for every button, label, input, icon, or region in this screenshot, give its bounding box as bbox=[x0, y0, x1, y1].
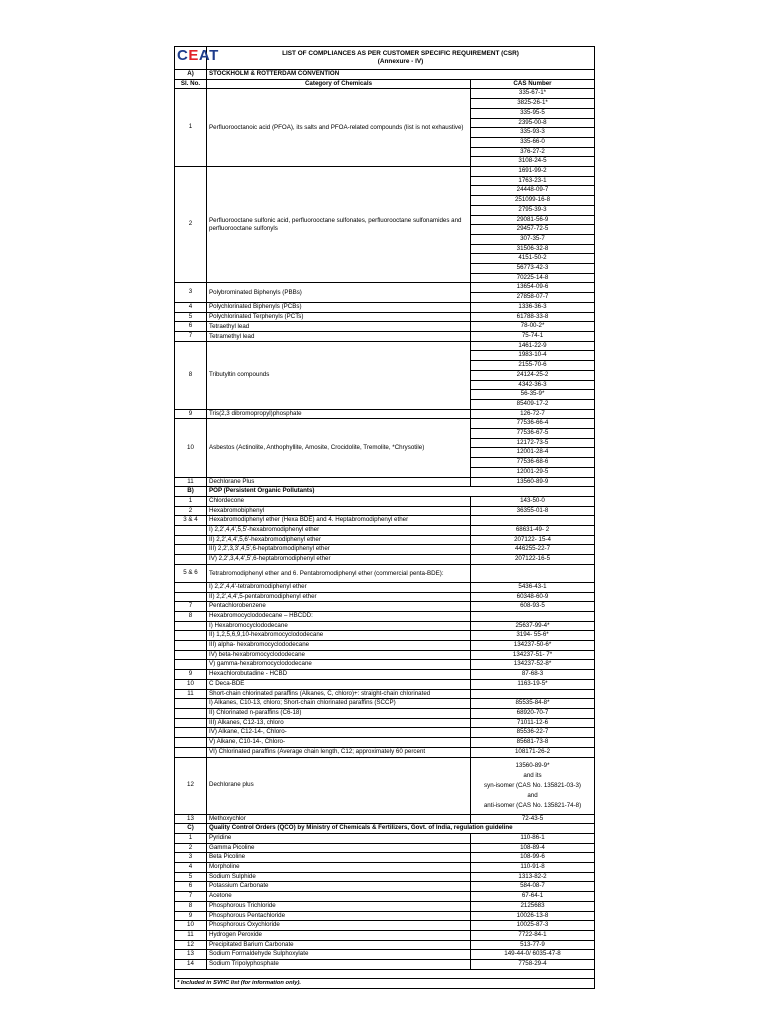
table-row bbox=[175, 89, 595, 99]
cas-number: 60348-60-9 bbox=[471, 592, 595, 602]
table-row bbox=[175, 728, 595, 738]
table-row bbox=[175, 621, 595, 631]
table-row bbox=[175, 863, 595, 873]
chemical-name: VI) Chlorinated paraffins (Average chain length, C12; approximately 60 percent bbox=[207, 747, 471, 757]
table-row bbox=[175, 283, 595, 293]
chemical-name: III) alpha- hexabromocyclododecane bbox=[207, 641, 471, 651]
cas-number: 2125683 bbox=[471, 901, 595, 911]
cas-number: 3108-24-5 bbox=[471, 157, 595, 167]
table-row bbox=[175, 535, 595, 545]
cas-number: 85409-17-2 bbox=[471, 399, 595, 409]
cas-number: 68631-49- 2 bbox=[471, 526, 595, 536]
cas-number: 67-64-1 bbox=[471, 892, 595, 902]
section-row bbox=[175, 487, 595, 497]
sl-no: 3 & 4 bbox=[175, 516, 207, 526]
sl-no bbox=[175, 650, 207, 660]
cas-number: 2155-70-6 bbox=[471, 361, 595, 371]
chemical-name: Morpholine bbox=[207, 863, 471, 873]
cas-number: 85681-73-8 bbox=[471, 738, 595, 748]
cas-number: 335-67-1* bbox=[471, 89, 595, 99]
title-line-2: (Annexure - IV) bbox=[377, 58, 424, 65]
table-row bbox=[175, 611, 595, 621]
sl-no: 1 bbox=[175, 833, 207, 843]
cas-number: 29457-72-5 bbox=[471, 225, 595, 235]
cas-number: 75-74-1 bbox=[471, 331, 595, 341]
table-row bbox=[175, 592, 595, 602]
table-row bbox=[175, 496, 595, 506]
table-row bbox=[175, 699, 595, 709]
cas-number: 7758-29-4 bbox=[471, 960, 595, 970]
table-row bbox=[175, 930, 595, 940]
chemical-name: Sodium Tripolyphosphate bbox=[207, 960, 471, 970]
cas-number: 25637-99-4* bbox=[471, 621, 595, 631]
section-title: Quality Control Orders (QCO) by Ministry of Chemicals & Fertilizers, Govt. of India, regulation guideline bbox=[207, 824, 595, 834]
table-row bbox=[175, 545, 595, 555]
chemical-name: IV) 2,2',3,4,4',5',6-heptabromodiphenyl ether bbox=[207, 555, 471, 565]
chemical-name: II) 2,2',4,4',5-pentabromodiphenyl ether bbox=[207, 592, 471, 602]
table-row bbox=[175, 911, 595, 921]
cas-number: 24124-25-2 bbox=[471, 370, 595, 380]
chemical-category: Perfluorooctane sulfonic acid, perfluorooctane sulfonates, perfluorooctane sulfonamides and perfluorooctane sulfonyls bbox=[207, 167, 471, 283]
section-row bbox=[175, 70, 595, 80]
chemical-name: C Deca-BDE bbox=[207, 679, 471, 689]
chemical-name: Phosphorous Trichloride bbox=[207, 901, 471, 911]
sl-no: 11 bbox=[175, 477, 207, 487]
table-row bbox=[175, 312, 595, 322]
table-row bbox=[175, 506, 595, 516]
cas-number: 207122-16-5 bbox=[471, 555, 595, 565]
table-row bbox=[175, 757, 595, 814]
chemical-name: Hydrogen Peroxide bbox=[207, 930, 471, 940]
sl-no: 11 bbox=[175, 689, 207, 699]
sl-no: 8 bbox=[175, 341, 207, 409]
sl-no: 3 bbox=[175, 283, 207, 302]
logo-cell bbox=[175, 47, 219, 70]
cas-number: 78-00-2* bbox=[471, 322, 595, 332]
footnote: * Included in SVHC list (for information only). bbox=[175, 979, 595, 989]
chemical-category: Tributyltin compounds bbox=[207, 341, 471, 409]
chemical-name: Pyridine bbox=[207, 833, 471, 843]
cas-line: and its bbox=[523, 771, 542, 779]
sl-no bbox=[175, 660, 207, 670]
table-row bbox=[175, 833, 595, 843]
chemical-name: Short-chain chlorinated paraffins (Alkanes, C, chloro)+: straight-chain chlorinated bbox=[207, 689, 471, 699]
cas-line: and bbox=[527, 791, 538, 799]
chemical-category: Polychlorinated Biphenyls (PCBs) bbox=[207, 302, 471, 312]
cas-number: 85535-84-8* bbox=[471, 699, 595, 709]
chemical-name: I) 2,2',4,4',5,5'-hexabromodiphenyl ether bbox=[207, 526, 471, 536]
cas-number bbox=[471, 757, 595, 814]
sl-no: 6 bbox=[175, 882, 207, 892]
table-row bbox=[175, 555, 595, 565]
sl-no bbox=[175, 526, 207, 536]
chemical-name: I) 2,2',4,4'-tetrabromodiphenyl ether bbox=[207, 582, 471, 592]
table-row bbox=[175, 814, 595, 824]
sl-no: 10 bbox=[175, 921, 207, 931]
table-row bbox=[175, 853, 595, 863]
cas-number: 87-68-3 bbox=[471, 670, 595, 680]
cas-number: 1983-10-4 bbox=[471, 351, 595, 361]
cas-number: 77536-68-6 bbox=[471, 458, 595, 468]
table-row bbox=[175, 921, 595, 931]
chemical-category: Tetramethyl lead bbox=[207, 331, 471, 341]
table-row bbox=[175, 331, 595, 341]
table-row bbox=[175, 409, 595, 419]
chemical-name: Sodium Sulphide bbox=[207, 872, 471, 882]
cas-number: 70225-14-8 bbox=[471, 273, 595, 283]
sl-no: 6 bbox=[175, 322, 207, 332]
cas-number: 77536-67-5 bbox=[471, 429, 595, 439]
chemical-name: Tetrabromodiphenyl ether and 6. Pentabromodiphenyl ether (commercial penta-BDE): bbox=[207, 564, 471, 582]
cas-number: 4342-36-3 bbox=[471, 380, 595, 390]
chemical-name: Dechlorane plus bbox=[207, 757, 471, 814]
chemical-name: V) gamma-hexabromocyclododecane bbox=[207, 660, 471, 670]
chemical-name: IV) Alkane, C12-14-, Chloro- bbox=[207, 728, 471, 738]
column-sl-no: Sl. No. bbox=[175, 79, 207, 89]
table-row bbox=[175, 747, 595, 757]
compliance-table bbox=[174, 46, 595, 989]
sl-no bbox=[175, 709, 207, 719]
cas-number: 56-35-9* bbox=[471, 390, 595, 400]
table-row bbox=[175, 631, 595, 641]
cas-number: 108171-26-2 bbox=[471, 747, 595, 757]
table-row bbox=[175, 322, 595, 332]
footnote-row bbox=[175, 979, 595, 989]
sl-no: 7 bbox=[175, 892, 207, 902]
cas-number: 513-77-9 bbox=[471, 940, 595, 950]
cas-line: anti-isomer (CAS No. 135821-74-8) bbox=[483, 801, 582, 809]
table-row bbox=[175, 843, 595, 853]
cas-number: 134237-51- 7* bbox=[471, 650, 595, 660]
cas-number: 2795-39-3 bbox=[471, 205, 595, 215]
cas-number: 3194- 55-6* bbox=[471, 631, 595, 641]
sl-no: 5 bbox=[175, 312, 207, 322]
sl-no bbox=[175, 545, 207, 555]
chemical-category: Tetraethyl lead bbox=[207, 322, 471, 332]
table-row bbox=[175, 960, 595, 970]
chemical-name: Chlordecone bbox=[207, 496, 471, 506]
chemical-name: Precipitated Barium Carbonate bbox=[207, 940, 471, 950]
cas-number: 1691-99-2 bbox=[471, 167, 595, 177]
header-row bbox=[175, 47, 595, 70]
cas-number: 1163-19-5* bbox=[471, 679, 595, 689]
sl-no bbox=[175, 738, 207, 748]
table-row bbox=[175, 419, 595, 429]
table-row bbox=[175, 892, 595, 902]
cas-number: 7722-84-1 bbox=[471, 930, 595, 940]
sl-no: 5 & 6 bbox=[175, 564, 207, 582]
cas-number: 143-50-0 bbox=[471, 496, 595, 506]
chemical-name: III) 2,2',3,3',4,5',6-heptabromodiphenyl ether bbox=[207, 545, 471, 555]
table-row bbox=[175, 341, 595, 351]
table-row bbox=[175, 650, 595, 660]
column-header-row bbox=[175, 79, 595, 89]
sl-no bbox=[175, 555, 207, 565]
table-row bbox=[175, 950, 595, 960]
cas-number: 12001-28-4 bbox=[471, 448, 595, 458]
cas-number: 71011-12-6 bbox=[471, 718, 595, 728]
chemical-category: Perfluorooctanoic acid (PFOA), its salts and PFOA-related compounds (list is not exhaustive) bbox=[207, 89, 471, 167]
sl-no bbox=[175, 718, 207, 728]
title-line-1: LIST OF COMPLIANCES AS PER CUSTOMER SPECIFIC REQUIREMENT (CSR) bbox=[282, 50, 519, 57]
sl-no bbox=[175, 699, 207, 709]
chemical-name: Beta Picoline bbox=[207, 853, 471, 863]
chemical-category: Tris(2,3 dibromopropyl)phosphate bbox=[207, 409, 471, 419]
cas-number: 36355-01-8 bbox=[471, 506, 595, 516]
table-row bbox=[175, 167, 595, 177]
sl-no bbox=[175, 535, 207, 545]
cas-number: 149-44-0/ 6035-47-8 bbox=[471, 950, 595, 960]
cas-line: 13560-89-9* bbox=[515, 761, 550, 769]
chemical-name: Gamma Picoline bbox=[207, 843, 471, 853]
sl-no: 12 bbox=[175, 757, 207, 814]
cas-number: 110-91-8 bbox=[471, 863, 595, 873]
cas-number: 335-93-3 bbox=[471, 128, 595, 138]
cas-line: syn-isomer (CAS No. 135821-03-3) bbox=[484, 781, 581, 789]
table-row bbox=[175, 582, 595, 592]
cas-number: 72-43-5 bbox=[471, 814, 595, 824]
empty-cell bbox=[175, 969, 595, 979]
cas-number: 77536-66-4 bbox=[471, 419, 595, 429]
cas-number: 108-89-4 bbox=[471, 843, 595, 853]
chemical-category: Polybrominated Biphenyls (PBBs) bbox=[207, 283, 471, 302]
cas-number: 85536-22-7 bbox=[471, 728, 595, 738]
sl-no: 2 bbox=[175, 167, 207, 283]
cas-number: 1763-23-1 bbox=[471, 176, 595, 186]
chemical-name: II) 2,2',4,4',5,6'-hexabromodiphenyl ether bbox=[207, 535, 471, 545]
sl-no: 9 bbox=[175, 670, 207, 680]
sl-no: 2 bbox=[175, 506, 207, 516]
chemical-name: II) 1,2,5,6,9,10-hexabromocyclododecane bbox=[207, 631, 471, 641]
cas-number: 5436-43-1 bbox=[471, 582, 595, 592]
sl-no bbox=[175, 728, 207, 738]
cas-number: 446255-22-7 bbox=[471, 545, 595, 555]
cas-number: 13560-89-9 bbox=[471, 477, 595, 487]
table-row bbox=[175, 901, 595, 911]
cas-number: 4151-50-2 bbox=[471, 254, 595, 264]
cas-number bbox=[471, 689, 595, 699]
spacer-row bbox=[175, 969, 595, 979]
chemical-name: III) Alkanes, C12-13, chloro bbox=[207, 718, 471, 728]
table-row bbox=[175, 670, 595, 680]
chemical-name: IV) beta-hexabromocyclododecane bbox=[207, 650, 471, 660]
table-row bbox=[175, 477, 595, 487]
cas-number bbox=[471, 611, 595, 621]
sl-no bbox=[175, 747, 207, 757]
table-row bbox=[175, 940, 595, 950]
sl-no: 4 bbox=[175, 863, 207, 873]
chemical-name: Sodium Formaldehyde Sulphoxylate bbox=[207, 950, 471, 960]
sl-no bbox=[175, 582, 207, 592]
chemical-name: Hexachlorobutadine - HCBD bbox=[207, 670, 471, 680]
sl-no bbox=[175, 621, 207, 631]
cas-number: 2395-00-8 bbox=[471, 118, 595, 128]
sl-no bbox=[175, 641, 207, 651]
cas-number: 29081-56-9 bbox=[471, 215, 595, 225]
sl-no: 10 bbox=[175, 419, 207, 477]
section-code: C) bbox=[175, 824, 207, 834]
table-row bbox=[175, 302, 595, 312]
cas-number: 1313-82-2 bbox=[471, 872, 595, 882]
column-category: Category of Chemicals bbox=[207, 79, 471, 89]
chemical-name: Hexabromodiphenyl ether (Hexa BDE) and 4. Heptabromodiphenyl ether bbox=[207, 516, 471, 526]
cas-number bbox=[471, 516, 595, 526]
cas-number: 335-66-0 bbox=[471, 137, 595, 147]
table-row bbox=[175, 679, 595, 689]
cas-number: 10025-87-3 bbox=[471, 921, 595, 931]
cas-number: 335-95-5 bbox=[471, 108, 595, 118]
cas-number: 13654-09-6 bbox=[471, 283, 595, 293]
column-cas-number: CAS Number bbox=[471, 79, 595, 89]
cas-number: 10026-13-8 bbox=[471, 911, 595, 921]
cas-number: 376-27-2 bbox=[471, 147, 595, 157]
section-code: A) bbox=[175, 70, 207, 80]
compliance-document bbox=[174, 46, 594, 989]
document-title bbox=[207, 47, 595, 70]
chemical-name: I) Alkanes, C10-13, chloro; Short-chain chlorinated paraffins (SCCP) bbox=[207, 699, 471, 709]
table-row bbox=[175, 689, 595, 699]
sl-no: 7 bbox=[175, 602, 207, 612]
chemical-name: II) Chlorinated n-paraffins (C6-18) bbox=[207, 709, 471, 719]
cas-number: 134237-50-6* bbox=[471, 641, 595, 651]
cas-number: 108-99-6 bbox=[471, 853, 595, 863]
sl-no: 7 bbox=[175, 331, 207, 341]
sl-no: 8 bbox=[175, 611, 207, 621]
cas-number: 12001-29-5 bbox=[471, 467, 595, 477]
cas-number: 207122- 15-4 bbox=[471, 535, 595, 545]
sl-no: 2 bbox=[175, 843, 207, 853]
cas-number: 12172-73-5 bbox=[471, 438, 595, 448]
cas-number: 27858-07-7 bbox=[471, 293, 595, 303]
chemical-name: V) Alkane, C10-14-, Chloro- bbox=[207, 738, 471, 748]
chemical-category: Dechlorane Plus bbox=[207, 477, 471, 487]
section-code: B) bbox=[175, 487, 207, 497]
chemical-name: Acetone bbox=[207, 892, 471, 902]
cas-number bbox=[471, 564, 595, 582]
cas-number: 608-93-5 bbox=[471, 602, 595, 612]
cas-number: 1336-36-3 bbox=[471, 302, 595, 312]
section-title: POP (Persistent Organic Pollutants) bbox=[207, 487, 595, 497]
table-row bbox=[175, 641, 595, 651]
cas-number: 24448-09-7 bbox=[471, 186, 595, 196]
cas-number: 251099-16-8 bbox=[471, 196, 595, 206]
sl-no: 12 bbox=[175, 940, 207, 950]
cas-number: 134237-52-8* bbox=[471, 660, 595, 670]
sl-no: 13 bbox=[175, 950, 207, 960]
cas-number: 68920-70-7 bbox=[471, 709, 595, 719]
table-row bbox=[175, 602, 595, 612]
table-row bbox=[175, 718, 595, 728]
chemical-name: Hexabromobiphenyl bbox=[207, 506, 471, 516]
sl-no: 5 bbox=[175, 872, 207, 882]
table-row bbox=[175, 526, 595, 536]
cas-number: 1461-22-9 bbox=[471, 341, 595, 351]
sl-no: 10 bbox=[175, 679, 207, 689]
sl-no bbox=[175, 592, 207, 602]
chemical-category: Polychlorinated Terphenyls (PCTs) bbox=[207, 312, 471, 322]
cas-number: 126-72-7 bbox=[471, 409, 595, 419]
chemical-category: Asbestos (Actinolite, Anthophyllite, Amosite, Crocidolite, Tremolite, *Chrysotile) bbox=[207, 419, 471, 477]
table-row bbox=[175, 709, 595, 719]
chemical-name: Potassium Carbonate bbox=[207, 882, 471, 892]
sl-no: 11 bbox=[175, 930, 207, 940]
sl-no: 1 bbox=[175, 89, 207, 167]
cas-number: 307-35-7 bbox=[471, 234, 595, 244]
sl-no bbox=[175, 631, 207, 641]
table-row bbox=[175, 872, 595, 882]
sl-no: 3 bbox=[175, 853, 207, 863]
chemical-name: Methoxychlor bbox=[207, 814, 471, 824]
sl-no: 14 bbox=[175, 960, 207, 970]
table-row bbox=[175, 564, 595, 582]
chemical-name: I) Hexabromocyclododecane bbox=[207, 621, 471, 631]
section-title: STOCKHOLM & ROTTERDAM CONVENTION bbox=[207, 70, 595, 80]
chemical-name: Phosphorous Pentachloride bbox=[207, 911, 471, 921]
sl-no: 1 bbox=[175, 496, 207, 506]
sl-no: 9 bbox=[175, 409, 207, 419]
table-row bbox=[175, 660, 595, 670]
sl-no: 9 bbox=[175, 911, 207, 921]
chemical-name: Pentachlorobenzene bbox=[207, 602, 471, 612]
cas-number: 110-86-1 bbox=[471, 833, 595, 843]
cas-number: 584-08-7 bbox=[471, 882, 595, 892]
table-row bbox=[175, 516, 595, 526]
chemical-name: Phosphorous Oxychloride bbox=[207, 921, 471, 931]
table-row bbox=[175, 738, 595, 748]
table-row bbox=[175, 882, 595, 892]
sl-no: 4 bbox=[175, 302, 207, 312]
cas-number: 31506-32-8 bbox=[471, 244, 595, 254]
cas-number: 3825-26-1* bbox=[471, 99, 595, 109]
chemical-name: Hexabromocyclododecane – HBCDD: bbox=[207, 611, 471, 621]
cas-number: 56773-42-3 bbox=[471, 264, 595, 274]
sl-no: 13 bbox=[175, 814, 207, 824]
sl-no: 8 bbox=[175, 901, 207, 911]
ceat-logo: CEAT bbox=[177, 47, 219, 65]
section-row bbox=[175, 824, 595, 834]
cas-number: 61788-33-8 bbox=[471, 312, 595, 322]
